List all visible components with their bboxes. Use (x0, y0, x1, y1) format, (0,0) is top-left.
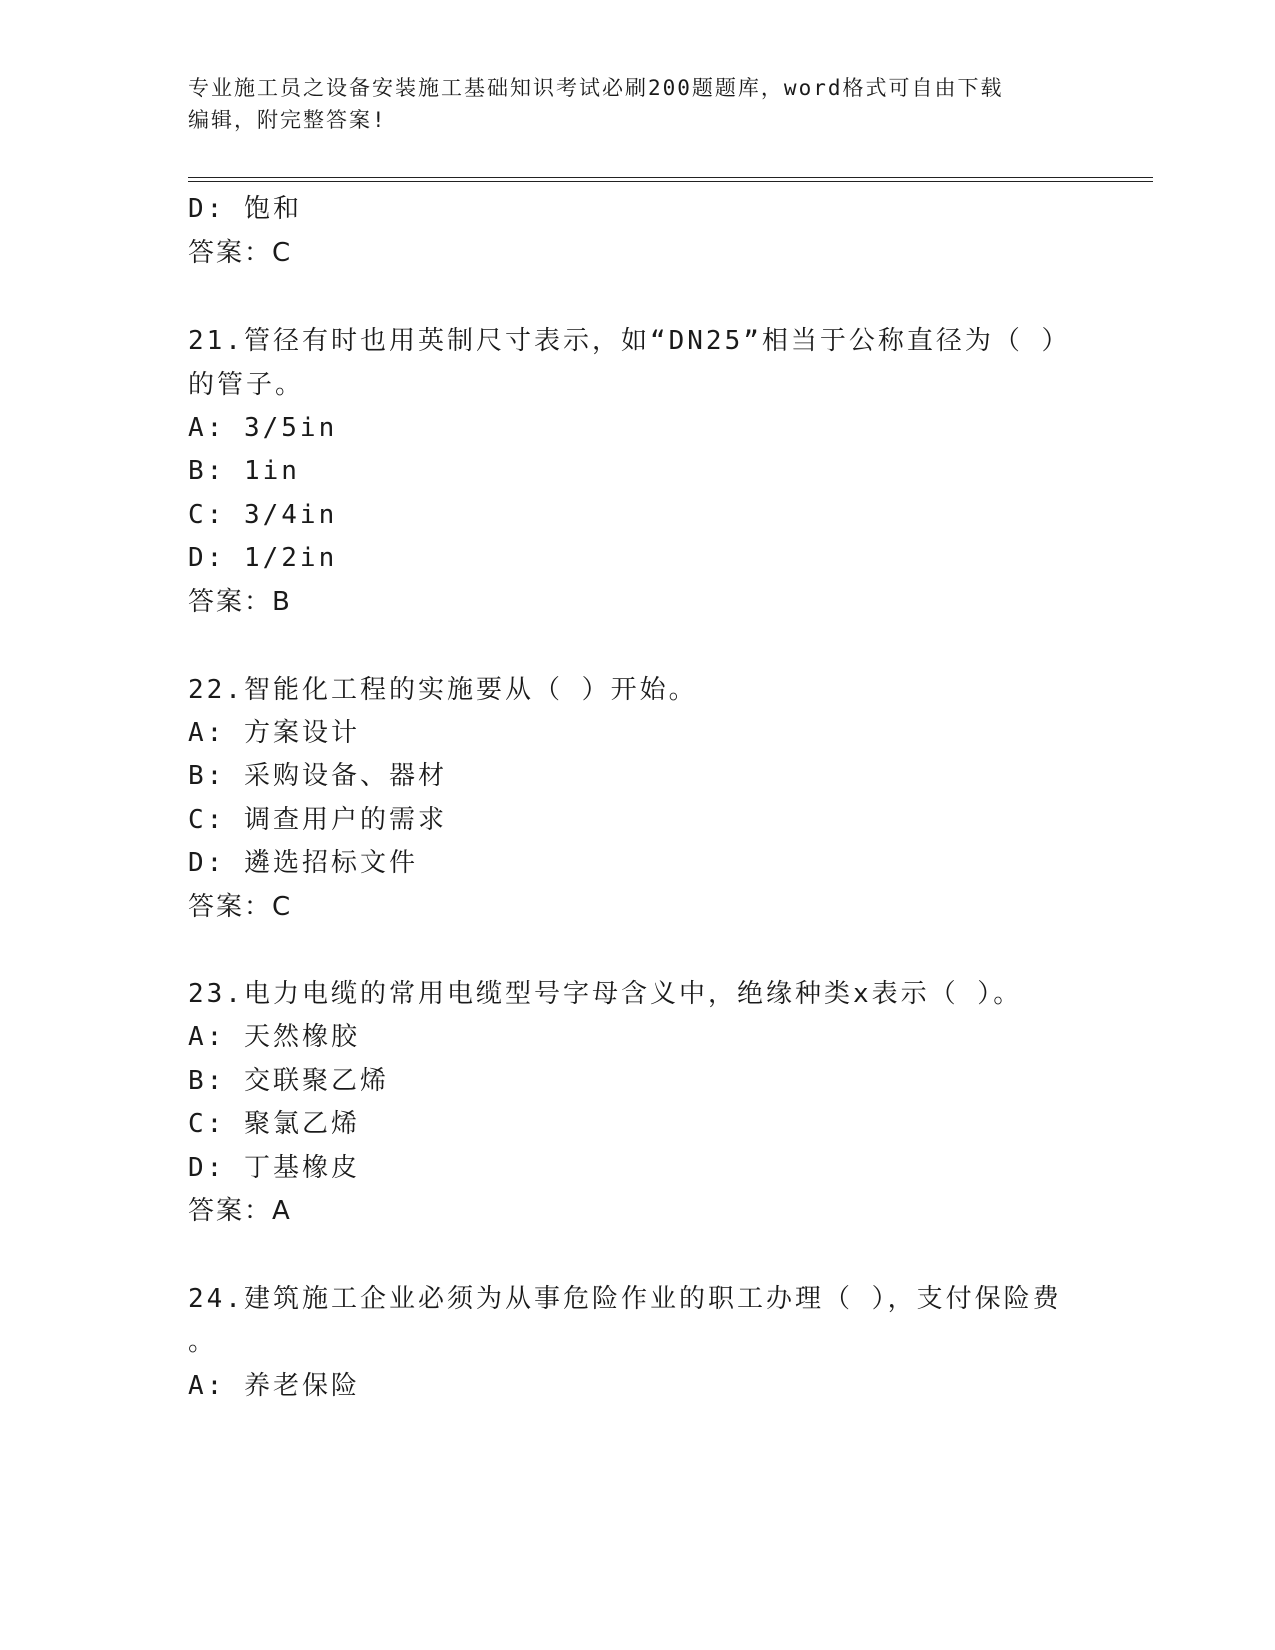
question-24-option-a: A: 养老保险 (188, 1371, 360, 1401)
question-21-answer: 答案：B (188, 587, 292, 617)
question-21-stem: 21.管径有时也用英制尺寸表示，如“DN25”相当于公称直径为（ ） (188, 326, 1071, 356)
question-22-option-b: B: 采购设备、器材 (188, 761, 447, 791)
answer-line: 答案：C (188, 238, 293, 268)
question-24-stem: 24.建筑施工企业必须为从事危险作业的职工办理（ ），支付保险费 (188, 1284, 1062, 1314)
question-23-option-a: A: 天然橡胶 (188, 1022, 360, 1052)
header-divider-top (188, 177, 1153, 178)
question-21-option-b: B: 1in (188, 456, 300, 486)
document-header (188, 72, 1088, 136)
question-22-option-a: A: 方案设计 (188, 718, 360, 748)
question-21-option-a: A: 3/5in (188, 413, 338, 443)
question-23-option-c: C: 聚氯乙烯 (188, 1109, 360, 1139)
question-21-option-c: C: 3/4in (188, 500, 338, 530)
question-23-answer: 答案：A (188, 1196, 292, 1226)
header-divider-bottom (188, 181, 1153, 182)
question-23-option-b: B: 交联聚乙烯 (188, 1066, 389, 1096)
question-22-option-c: C: 调查用户的需求 (188, 805, 447, 835)
question-24-stem-continued: 。 (188, 1327, 218, 1357)
header-title-line-2: 编辑，附完整答案! (188, 108, 387, 132)
header-title-line-1: 专业施工员之设备安装施工基础知识考试必刷200题题库，word格式可自由下载 (188, 76, 1004, 100)
question-23-stem: 23.电力电缆的常用电缆型号字母含义中，绝缘种类x表示（ ）。 (188, 979, 1023, 1009)
question-22-stem: 22.智能化工程的实施要从（ ）开始。 (188, 675, 698, 705)
question-22-option-d: D: 遴选招标文件 (188, 848, 418, 878)
question-21-option-d: D: 1/2in (188, 543, 338, 573)
question-22-answer: 答案：C (188, 892, 293, 922)
question-23-option-d: D: 丁基橡皮 (188, 1153, 360, 1183)
option-d: D: 饱和 (188, 194, 302, 224)
question-21-stem-continued: 的管子。 (188, 370, 305, 400)
